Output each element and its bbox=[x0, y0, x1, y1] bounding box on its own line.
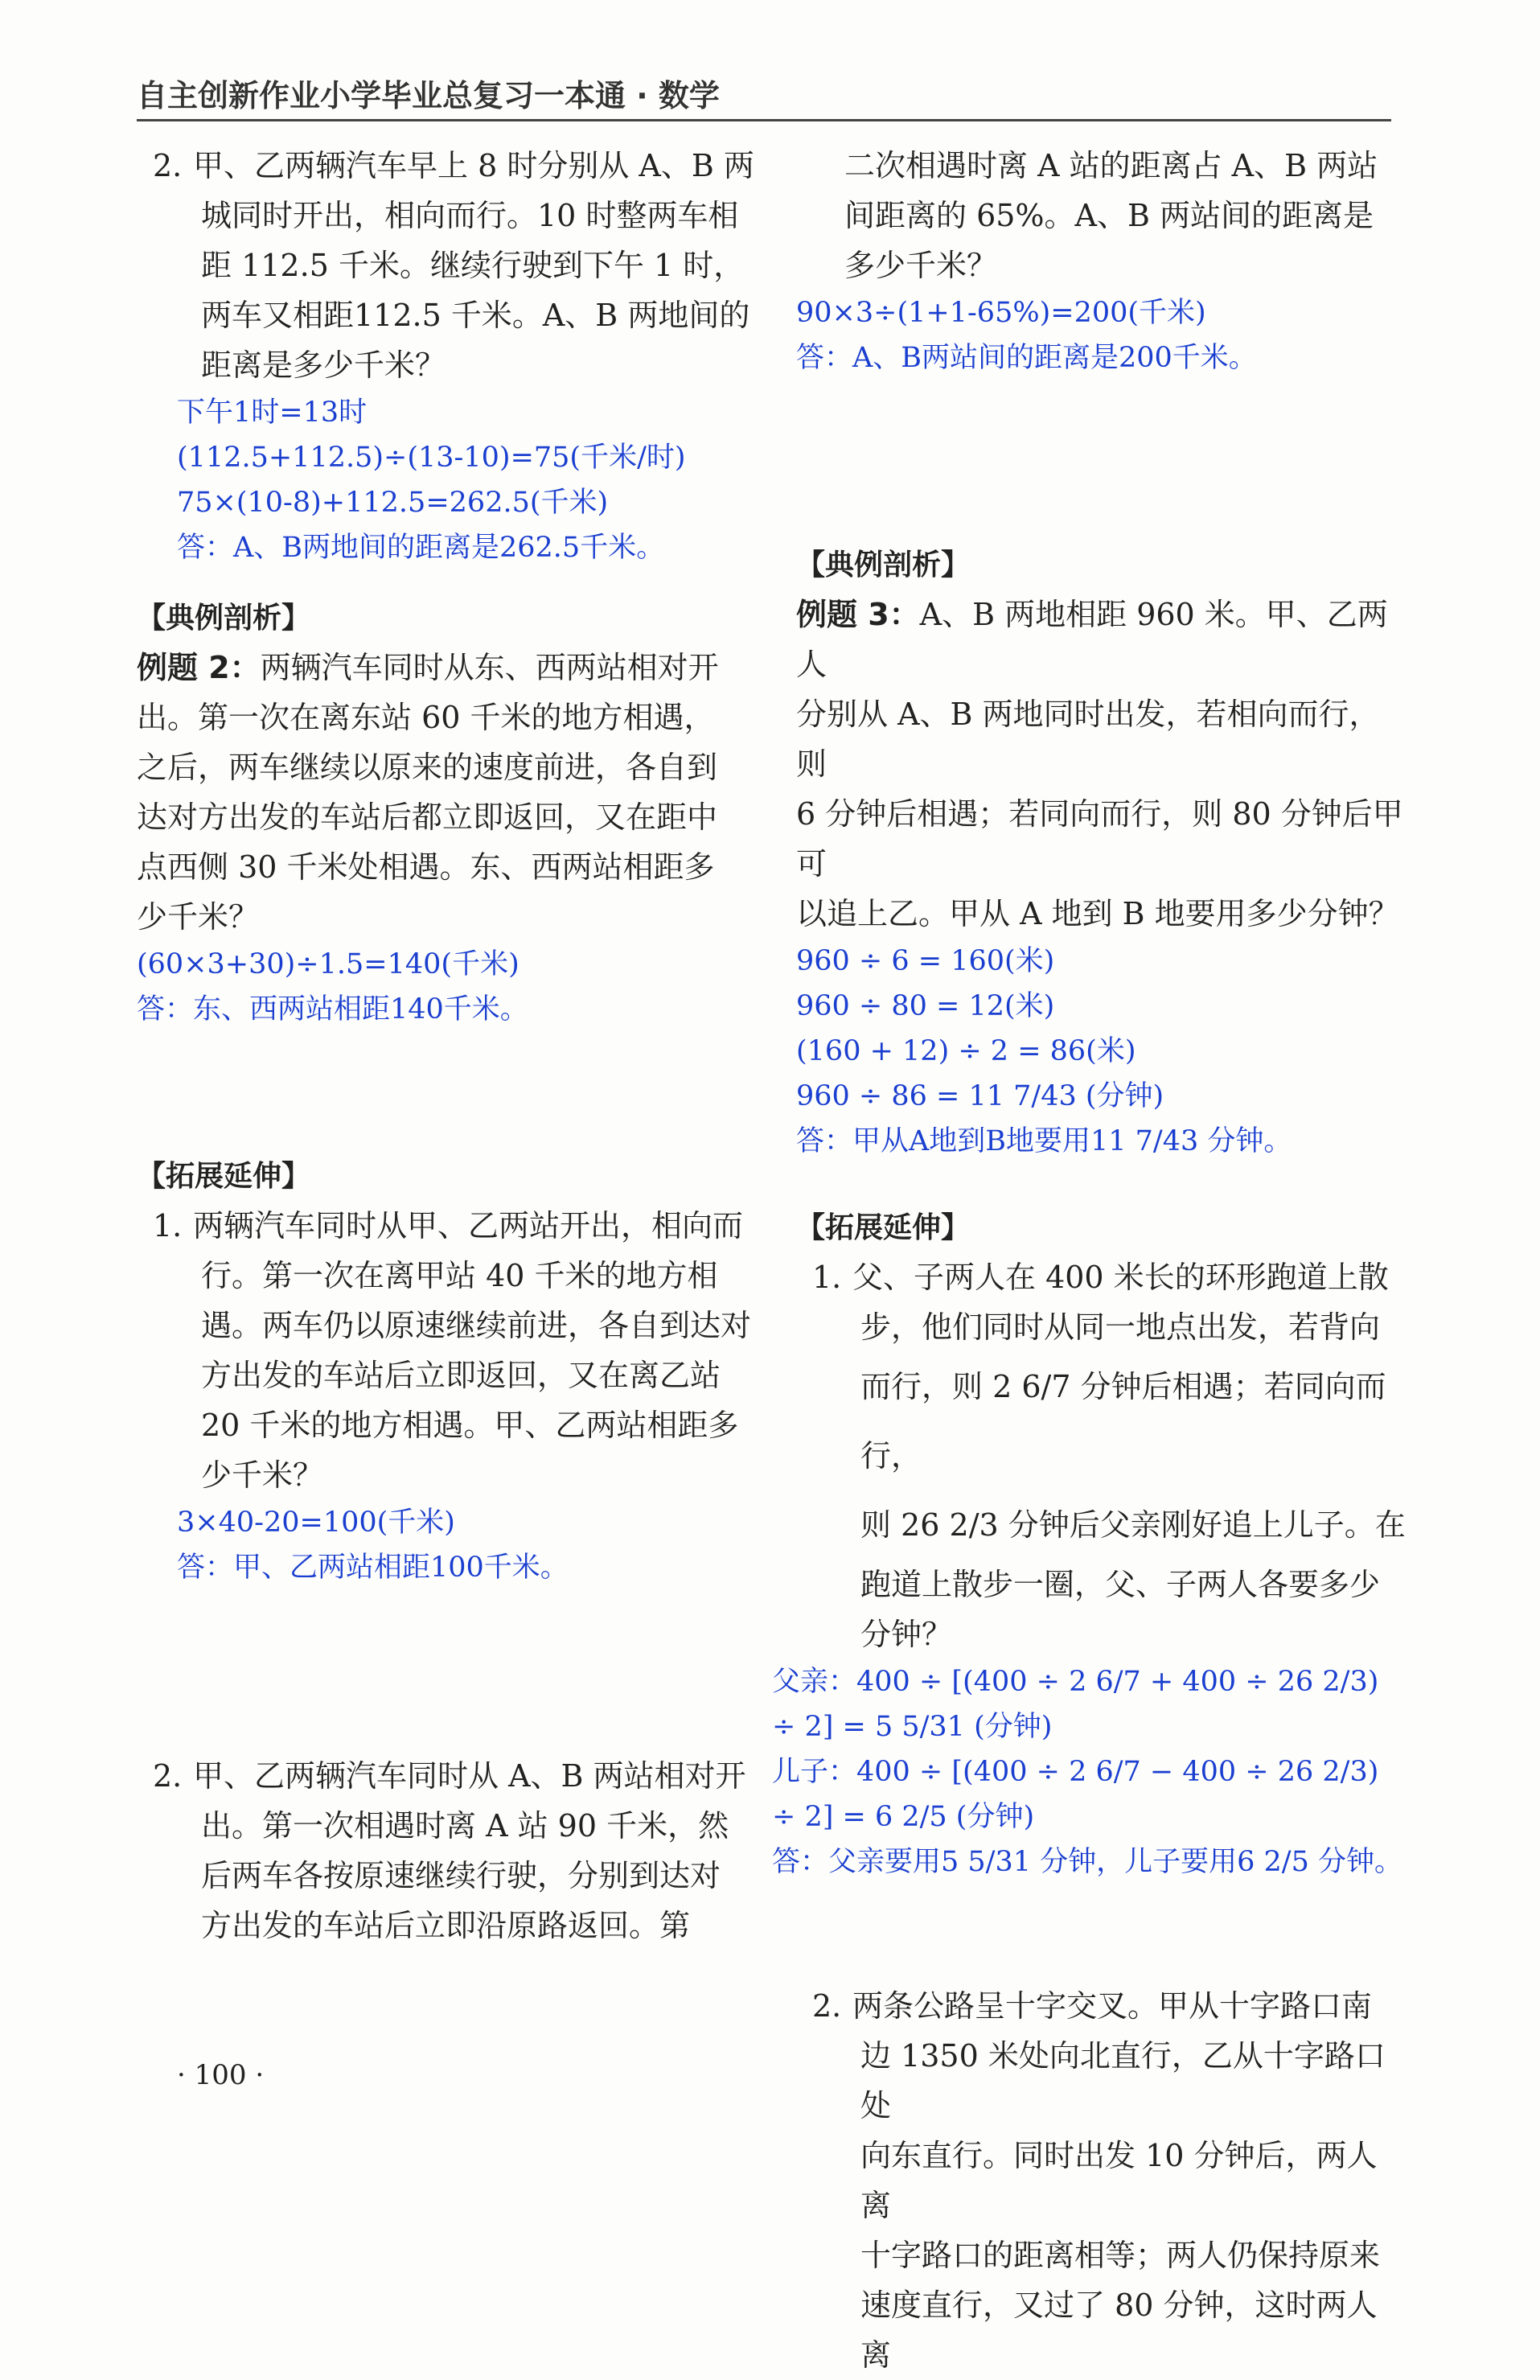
question-line: 甲、乙两辆汽车早上 8 时分别从 A、B 两 bbox=[193, 148, 754, 183]
example-line: 6 分钟后相遇；若同向而行，则 80 分钟后甲可 bbox=[796, 796, 1403, 882]
answer-line: 父亲：400 ÷ [(400 ÷ 2 6/7 + 400 ÷ 26 2/3) ÷ 2] = 5 5/31 (分钟) bbox=[772, 1666, 1379, 1743]
question-line: 城同时开出，相向而行。10 时整两车相 bbox=[201, 198, 739, 233]
answer-line: (160 + 12) ÷ 2 = 86(米) bbox=[796, 1035, 1136, 1067]
answer-line: 答：甲从A地到B地要用11 7/43 分钟。 bbox=[796, 1125, 1292, 1157]
example-line: 两辆汽车同时从东、西两站相对开 bbox=[260, 650, 719, 685]
question-number: 1. bbox=[153, 1208, 183, 1243]
question-line: 分钟？ bbox=[860, 1617, 953, 1652]
answer-line: 960 ÷ 6 = 160(米) bbox=[796, 945, 1055, 977]
question-line: 遇。两车仍以原速继续前进，各自到达对 bbox=[201, 1308, 752, 1343]
page-number: · 100 · bbox=[177, 2059, 265, 2091]
section-heading-extend: 【拓展延伸】 bbox=[796, 1211, 971, 1244]
answer-line: 90×3÷(1+1-65%)=200(千米) bbox=[796, 297, 1206, 329]
extend-question-1 bbox=[137, 1201, 764, 1590]
question-line: 两条公路呈十字交叉。甲从十字路口南 bbox=[852, 1988, 1373, 2024]
example-line: 以追上乙。甲从 A 地到 B 地要用多少分钟？ bbox=[796, 896, 1399, 931]
question-line: 方出发的车站后立即返回，又在离乙站 bbox=[201, 1358, 721, 1393]
question-number: 2. bbox=[153, 148, 183, 183]
answer-line: (60×3+30)÷1.5=140(千米) bbox=[137, 948, 519, 980]
question-line: 速度直行，又过了 80 分钟，这时两人离 bbox=[860, 2288, 1378, 2373]
page-header: 自主创新作业小学毕业总复习一本通 · 数学 bbox=[137, 78, 720, 113]
answer-line: (112.5+112.5)÷(13-10)=75(千米/时) bbox=[177, 442, 686, 474]
question-line: 多少千米？ bbox=[844, 248, 998, 283]
answer-line: 答：甲、乙两站相距100千米。 bbox=[177, 1552, 569, 1584]
question-line: 而行，则 2 6/7 分钟后相遇；若同向而行， bbox=[860, 1369, 1386, 1474]
answer-line: 75×(10-8)+112.5=262.5(千米) bbox=[177, 487, 609, 519]
question-line: 方出发的车站后立即沿原路返回。第 bbox=[201, 1908, 691, 1943]
question-number: 2. bbox=[153, 1758, 183, 1794]
question-line: 十字路口的距离相等；两人仍保持原来 bbox=[860, 2238, 1381, 2273]
extend-answer-1 bbox=[772, 1659, 1407, 1885]
answer-line: 下午1时=13时 bbox=[177, 397, 368, 429]
example-line: 分别从 A、B 两地同时出发，若相向而行，则 bbox=[796, 697, 1380, 782]
question-line: 少千米？ bbox=[201, 1457, 324, 1493]
header-rule bbox=[137, 119, 1391, 121]
extend-question-1 bbox=[796, 1252, 1407, 1659]
question-2-continued bbox=[796, 141, 1407, 380]
example-line: 之后，两车继续以原来的速度前进，各自到 bbox=[137, 750, 718, 785]
question-line: 出。第一次相遇时离 A 站 90 千米，然 bbox=[201, 1808, 729, 1844]
question-line: 父、子两人在 400 米长的环形跑道上散 bbox=[852, 1260, 1389, 1295]
section-heading-extend: 【拓展延伸】 bbox=[137, 1160, 311, 1193]
example-3 bbox=[796, 590, 1407, 1164]
question-line: 间距离的 65%。A、B 两站间的距离是 bbox=[844, 198, 1374, 233]
example-line: 点西侧 30 千米处相遇。东、西两站相距多 bbox=[137, 849, 715, 885]
question-line: 行。第一次在离甲站 40 千米的地方相 bbox=[201, 1258, 718, 1293]
answer-line: 答：东、西两站相距140千米。 bbox=[137, 993, 528, 1026]
example-line: 出。第一次在离东站 60 千米的地方相遇， bbox=[137, 700, 715, 735]
example-line: 少千米？ bbox=[137, 899, 260, 935]
question-line: 距离是多少千米？ bbox=[201, 347, 446, 383]
question-2-top bbox=[137, 141, 764, 570]
question-line: 则 26 2/3 分钟后父亲刚好追上儿子。在 bbox=[860, 1507, 1406, 1543]
example-line: A、B 两地相距 960 米。甲、乙两人 bbox=[796, 597, 1388, 682]
example-label: 例题 3： bbox=[796, 597, 920, 632]
question-number: 2. bbox=[812, 1988, 842, 2024]
extend-question-2 bbox=[796, 1981, 1407, 2380]
question-line: 甲、乙两辆汽车同时从 A、B 两站相对开 bbox=[193, 1758, 746, 1794]
question-line: 20 千米的地方相遇。甲、乙两站相距多 bbox=[201, 1408, 739, 1443]
section-heading-example: 【典例剖析】 bbox=[796, 549, 971, 582]
answer-line: 答：A、B两站间的距离是200千米。 bbox=[796, 342, 1257, 374]
question-line: 两车又相距112.5 千米。A、B 两地间的 bbox=[201, 298, 750, 333]
example-2 bbox=[137, 643, 764, 1032]
answer-line: 儿子：400 ÷ [(400 ÷ 2 6/7 − 400 ÷ 26 2/3) ÷ 2] = 6 2/5 (分钟) bbox=[772, 1756, 1379, 1833]
example-line: 达对方出发的车站后都立即返回，又在距中 bbox=[137, 799, 718, 835]
question-line: 距 112.5 千米。继续行驶到下午 1 时， bbox=[201, 248, 745, 283]
question-line: 跑道上散步一圈，父、子两人各要多少 bbox=[860, 1567, 1381, 1602]
section-heading-example: 【典例剖析】 bbox=[137, 602, 311, 635]
question-line: 步，他们同时从同一地点出发，若背向 bbox=[860, 1309, 1381, 1345]
answer-line: 答：A、B两地间的距离是262.5千米。 bbox=[177, 532, 665, 564]
right-column bbox=[772, 141, 1407, 2380]
answer-line: 答：父亲要用5 5/31 分钟，儿子要用6 2/5 分钟。 bbox=[772, 1846, 1402, 1878]
question-line: 两辆汽车同时从甲、乙两站开出，相向而 bbox=[193, 1208, 744, 1243]
answer-line: 3×40-20=100(千米) bbox=[177, 1507, 455, 1539]
extend-question-2 bbox=[137, 1751, 764, 1950]
question-number: 1. bbox=[812, 1260, 842, 1295]
question-line: 二次相遇时离 A 站的距离占 A、B 两站 bbox=[844, 148, 1378, 183]
question-line: 边 1350 米处向北直行，乙从十字路口处 bbox=[860, 2038, 1386, 2123]
left-column bbox=[137, 141, 764, 1950]
question-line: 后两车各按原速继续行驶，分别到达对 bbox=[201, 1858, 721, 1893]
answer-line: 960 ÷ 86 = 11 7/43 (分钟) bbox=[796, 1080, 1164, 1112]
example-label: 例题 2： bbox=[137, 650, 261, 685]
question-line: 向东直行。同时出发 10 分钟后，两人离 bbox=[860, 2138, 1378, 2223]
answer-line: 960 ÷ 80 = 12(米) bbox=[796, 990, 1055, 1022]
